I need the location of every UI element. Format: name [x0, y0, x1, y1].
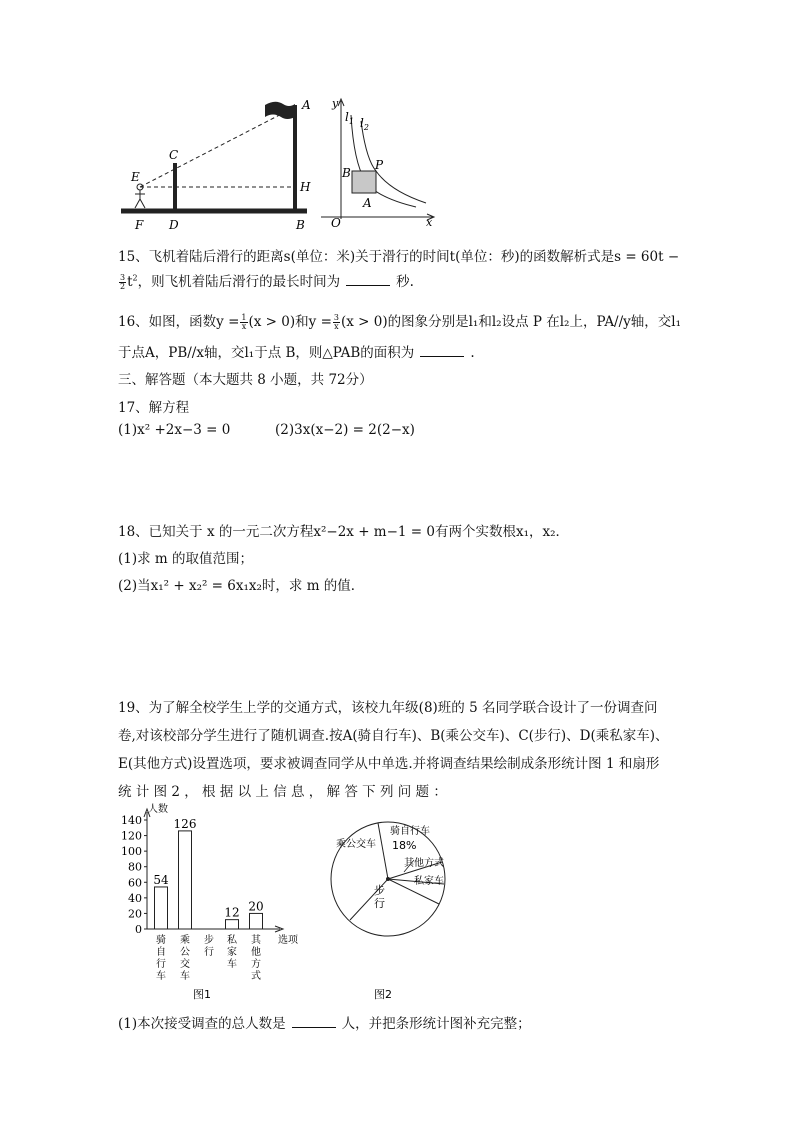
bar-y-tick-label: 140 — [121, 814, 142, 827]
bar-y-tick-label: 0 — [135, 923, 142, 936]
bar-category-label-char: 行 — [156, 959, 166, 970]
fraction-3-2: $\frac{3}{2}$ — [120, 273, 126, 291]
bar-chart-title: 图1 — [193, 988, 211, 1001]
bar-category-label-char: 式 — [251, 971, 261, 982]
pie-label-walk: 步行 — [374, 884, 385, 910]
bar-category-label-char: 骑 — [156, 935, 166, 946]
hyperbola-figure — [318, 95, 443, 235]
pie-label-car: 私家车 — [414, 876, 444, 887]
bar-2 — [179, 831, 192, 929]
bar-1 — [155, 887, 168, 929]
label-x: x — [426, 216, 433, 229]
bar-y-tick-label: 120 — [121, 829, 142, 843]
bar-chart — [115, 800, 320, 1005]
label-l1: $l_1$ — [345, 110, 354, 126]
label-P: P — [375, 158, 384, 172]
fraction-3-x: $\frac{3}{x}$ — [333, 313, 339, 331]
q18-line3: (2)当x₁² + x₂² = 6x₁x₂时，求 m 的值． — [118, 578, 365, 594]
bar-x-label: 选项 — [278, 935, 298, 946]
q17-eq1: (1)x² +2x−3 = 0 — [118, 422, 231, 438]
label-E: E — [131, 170, 140, 184]
bar-category-label-char: 车 — [180, 971, 190, 982]
bar-4 — [226, 920, 239, 929]
q16-line2: 于点A，PB//x轴，交l₁于点 B，则△PAB的面积为 . — [118, 345, 475, 361]
bar-category-label-char: 自 — [156, 947, 166, 958]
q19-line3: E(其他方式)设置选项，要求被调查同学从中单选.并将调查结果绘制成条形统计图 1 和扇形 — [118, 756, 660, 772]
bar-category-label-char: 他 — [251, 947, 261, 958]
bar-category-label-char: 私 — [227, 935, 237, 946]
triangle-region — [352, 171, 376, 193]
flag-figure — [115, 95, 325, 235]
label-A: A — [363, 196, 372, 210]
bar-category-label-char: 行 — [204, 947, 214, 958]
bar-y-tick-label: 100 — [121, 845, 142, 859]
fraction-1-x: $\frac{1}{x}$ — [241, 313, 247, 331]
bar-category-label-char: 方 — [251, 959, 261, 970]
q19-line4: 统 计 图 2 ， 根 据 以 上 信 息 ， 解 答 下 列 问 题 ： — [118, 784, 447, 800]
answer-blank-q16[interactable] — [420, 344, 464, 357]
q18-line1: 18、已知关于 x 的一元二次方程x²−2x + m−1 = 0有两个实数根x₁，x₂． — [118, 524, 570, 540]
q15-line1: 15、飞机着陆后滑行的距离s(单位：米)关于滑行的时间t(单位：秒)的函数解析式是s = 60t − — [118, 249, 680, 265]
label-F: F — [135, 218, 144, 232]
label-O: O — [331, 216, 341, 230]
bar-y-tick-label: 20 — [128, 907, 142, 921]
q19-line2: 卷,对该校部分学生进行了随机调查.按A(骑自行车)、B(乘公交车)、C(步行)、D(乘私家车)、 — [118, 728, 669, 744]
pie-chart — [322, 800, 457, 1005]
bar-y-tick-label: 40 — [128, 891, 142, 905]
q15-line2: $\frac{3}{2}$ $t^2$，则飞机着陆后滑行的最长时间为 秒. — [120, 273, 414, 291]
label-y: y — [332, 97, 339, 110]
pie-label-bike: 骑自行车 — [390, 826, 430, 837]
label-A: A — [302, 98, 311, 112]
label-B: B — [296, 218, 305, 232]
pie-label-other: 其他方式 — [404, 858, 444, 869]
q19-sub1: (1)本次接受调查的总人数是 人，并把条形统计图补充完整； — [118, 1016, 531, 1032]
sight-line-ea — [140, 107, 295, 187]
pie-label-bike-pct: 18% — [392, 839, 417, 852]
bar-y-tick-label: 60 — [128, 876, 142, 890]
label-H: H — [300, 180, 311, 194]
q17-eq2: (2)3x(x−2) = 2(2−x) — [275, 422, 415, 438]
bar-5 — [250, 913, 263, 929]
bar-data-label: 126 — [173, 816, 197, 831]
q19-line1: 19、为了解全校学生上学的交通方式，该校九年级(8)班的 5 名同学联合设计了一份调查问 — [118, 700, 658, 716]
bar-data-label: 12 — [224, 905, 240, 920]
bar-category-label-char: 车 — [156, 971, 166, 982]
flag-icon — [265, 102, 295, 119]
bar-data-label: 20 — [248, 899, 264, 914]
label-B: B — [342, 166, 351, 180]
pie-chart-title: 图2 — [374, 988, 392, 1001]
bar-y-tick-label: 80 — [128, 860, 142, 874]
q16-line1: 16、如图，函数y = $\frac{1}{x}$ (x > 0)和y = $\frac{3}{x}$ (x > 0)的图象分别是l₁和l₂设点 P 在l₂上，PA//y轴，交l₁ — [118, 313, 682, 331]
bar-category-label-char: 乘 — [180, 935, 190, 946]
person-icon — [135, 184, 145, 208]
pie-center-dot — [386, 877, 390, 881]
bar-y-label: 人数 — [148, 804, 168, 815]
answer-blank-q19[interactable] — [292, 1015, 336, 1028]
label-C: C — [169, 148, 179, 162]
bar-category-label-char: 家 — [227, 947, 237, 958]
answer-blank-q15[interactable] — [346, 273, 390, 286]
label-D: D — [169, 218, 179, 232]
bar-category-label-char: 其 — [251, 935, 261, 946]
bar-category-label-char: 公 — [180, 947, 190, 958]
bar-category-label-char: 步 — [204, 935, 214, 946]
label-l2: $l_2$ — [360, 116, 369, 132]
bar-category-label-char: 交 — [180, 959, 190, 970]
q17-title: 17、解方程 — [118, 400, 190, 416]
bar-data-label: 54 — [153, 872, 169, 887]
q18-line2: (1)求 m 的取值范围； — [118, 551, 254, 567]
pie-label-bus: 乘公交车 — [336, 839, 376, 850]
section-3-heading: 三、解答题（本大题共 8 小题，共 72分） — [118, 372, 373, 388]
bar-category-label-char: 车 — [227, 959, 237, 970]
